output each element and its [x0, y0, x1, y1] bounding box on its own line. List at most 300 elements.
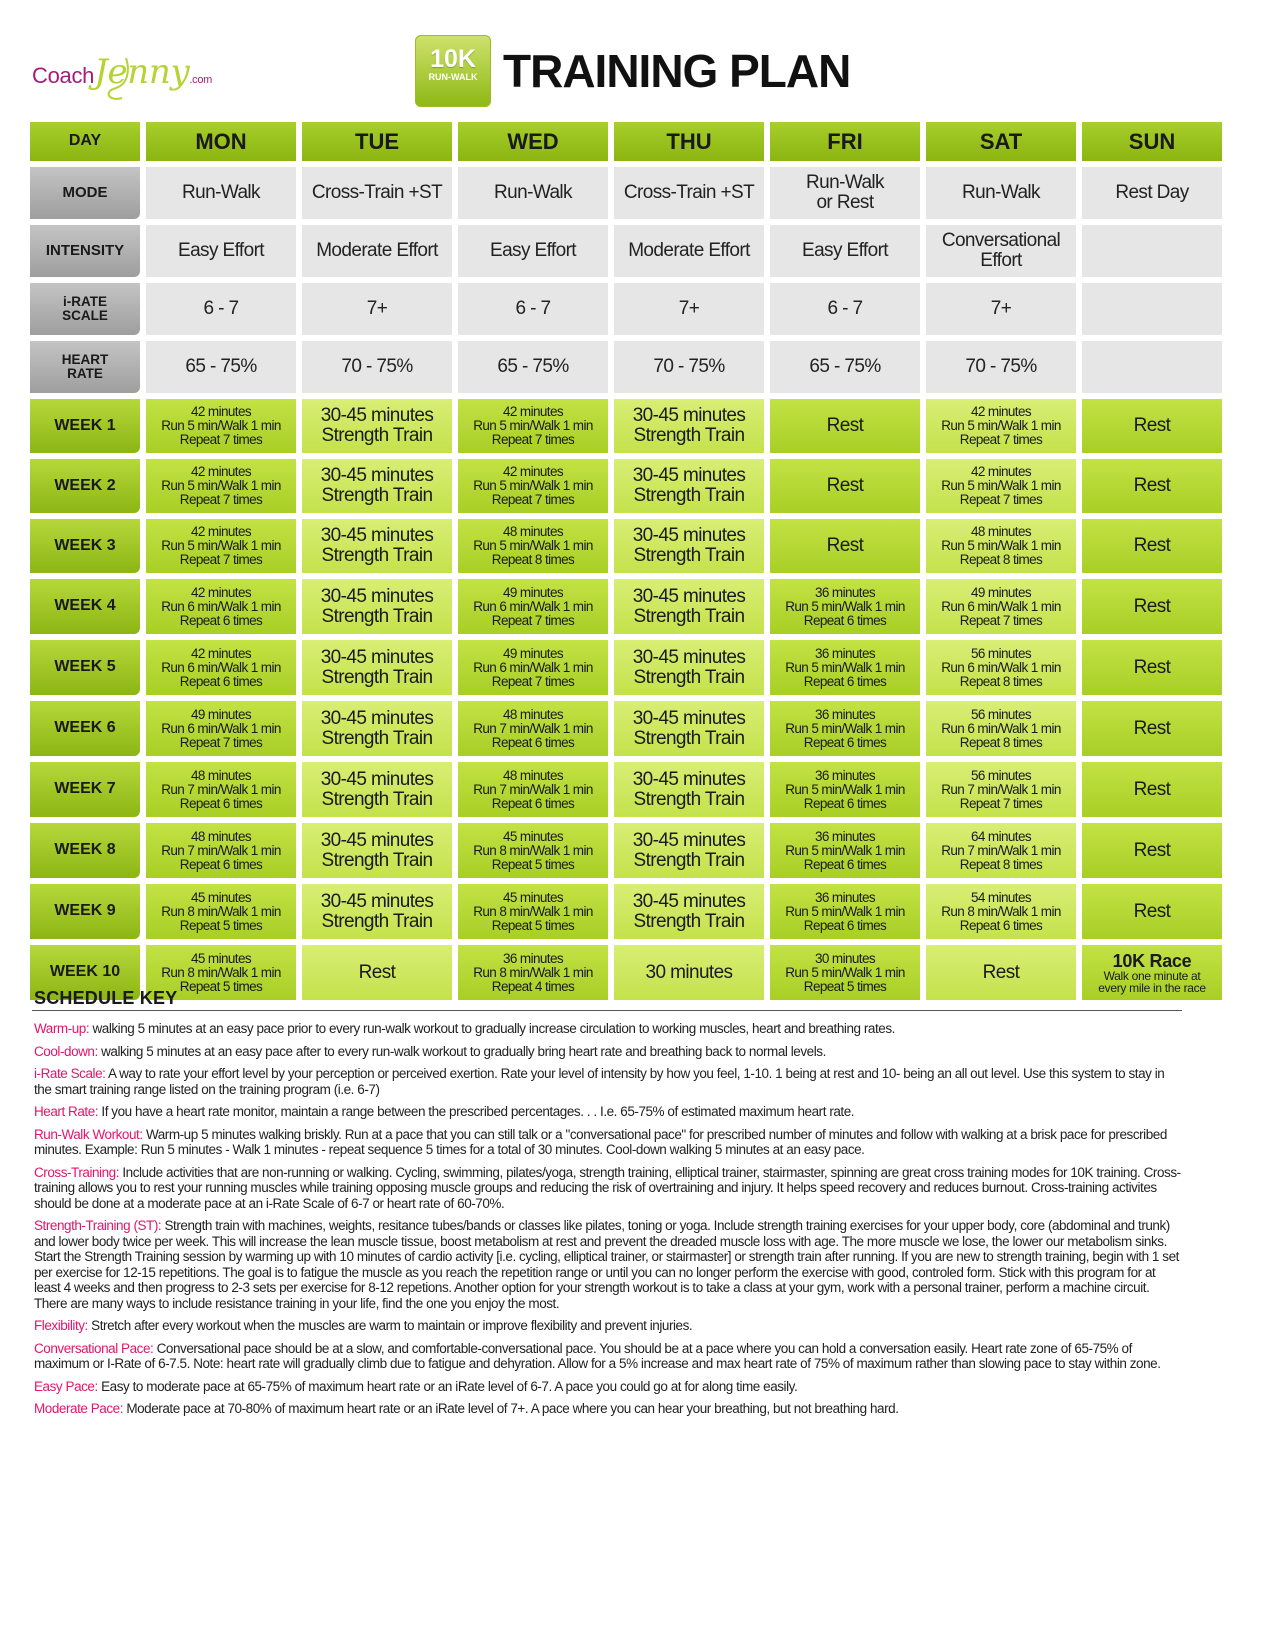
- workout-cell: [458, 701, 608, 756]
- cell-line: Repeat 5 times: [803, 978, 887, 994]
- day-thu-header: [614, 122, 764, 161]
- cell-line: 36 minutes: [814, 828, 876, 844]
- cell-line: Run 8 min/Walk 1 min: [161, 964, 281, 980]
- cell-line: Repeat 6 times: [179, 612, 263, 628]
- cell-line: Rest: [1133, 415, 1171, 436]
- cell-line: Strength Train: [633, 485, 745, 506]
- workout-cell: [926, 579, 1076, 634]
- info-cell: [146, 167, 296, 219]
- cell-line: Rest Day: [1115, 182, 1189, 204]
- key-term: Easy Pace:: [34, 1378, 98, 1394]
- key-item: [34, 1127, 1184, 1158]
- cell-line: WEEK 7: [54, 780, 116, 798]
- cell-line: 6 - 7: [515, 298, 551, 320]
- cell-line: Repeat 7 times: [959, 492, 1043, 507]
- workout-cell: [926, 399, 1076, 453]
- cell-line: Repeat 5 times: [179, 917, 263, 933]
- key-term: Cross-Training:: [34, 1164, 120, 1180]
- info-cell: [926, 341, 1076, 393]
- week-2-label: [30, 459, 140, 513]
- info-cell: [302, 283, 452, 335]
- workout-cell: [458, 459, 608, 513]
- workout-cell: [458, 884, 608, 939]
- cell-line: 30-45 minutes: [320, 829, 434, 851]
- cell-line: 42 minutes: [190, 524, 252, 539]
- cell-line: Repeat 8 times: [959, 673, 1043, 689]
- cell-line: Repeat 8 times: [959, 856, 1043, 872]
- cell-line: Repeat 7 times: [179, 432, 263, 447]
- cell-line: Repeat 6 times: [803, 917, 887, 933]
- cell-line: RATE: [67, 366, 103, 381]
- key-item: [34, 1341, 1184, 1372]
- cell-line: 49 minutes: [190, 706, 252, 722]
- key-description: Moderate pace at 70-80% of maximum heart rate or an iRate level of 7+. A pace where you can hear your breathing, but not breathing hard.: [123, 1401, 899, 1416]
- cell-line: Effort: [980, 250, 1022, 271]
- cell-line: Strength Train: [321, 727, 433, 749]
- workout-cell: [302, 762, 452, 817]
- day-mon-header: [146, 122, 296, 161]
- cell-line: Run 8 min/Walk 1 min: [473, 964, 593, 980]
- week-6-label: [30, 701, 140, 756]
- day-wed-header: [458, 122, 608, 161]
- cell-line: 70 - 75%: [965, 356, 1037, 378]
- cell-line: Run 6 min/Walk 1 min: [161, 720, 281, 736]
- info-cell: [926, 167, 1076, 219]
- cell-line: 48 minutes: [502, 706, 564, 722]
- cell-line: 48 minutes: [502, 767, 564, 783]
- workout-cell: [458, 762, 608, 817]
- cell-line: 30-45 minutes: [632, 646, 746, 668]
- cell-line: 30-45 minutes: [632, 585, 746, 607]
- cell-line: Moderate Effort: [316, 240, 438, 262]
- cell-line: Rest: [826, 415, 864, 436]
- cell-line: 56 minutes: [970, 767, 1032, 783]
- cell-line: 42 minutes: [190, 404, 252, 419]
- cell-line: Run 8 min/Walk 1 min: [161, 903, 281, 919]
- key-item: [34, 1218, 1184, 1311]
- key-item: [34, 1401, 1184, 1417]
- cell-line: Repeat 7 times: [959, 432, 1043, 447]
- cell-line: Strength Train: [321, 545, 433, 566]
- cell-line: 64 minutes: [970, 828, 1032, 844]
- cell-line: 45 minutes: [502, 828, 564, 844]
- workout-cell: [458, 399, 608, 453]
- info-cell: [458, 225, 608, 277]
- workout-cell: [1082, 884, 1222, 939]
- workout-cell: [926, 640, 1076, 695]
- key-description: Include activities that are non-running or walking. Cycling, swimming, pilates/yoga, strength training, elliptical trainer, stairmaster, spinning are great cross training modes for 10K training. Cross-training allows you to rest your running muscles while training opposing muscle groups and reducing the risk of overtraining and injury. It helps speed recovery and reduces burnout. Cross-training activites should be done at a moderate pace at an i-Rate Scale of 6-7 or heart rate of 60-70%.: [34, 1164, 1181, 1211]
- logo-mark-text: Jenny: [94, 52, 190, 92]
- key-description: Conversational pace should be at a slow, and comfortable-conversational pace. You should be at a pace where you can hold a conversation easily. Heart rate zone of 65-75% of maximum or I-Rate of 6-7.5. Note: heart rate will gradually climb due to fatigue and dehyration. Allow for a 5% increase and max heart rate of 75% of maximum rather than slowing pace to stay within zone.: [34, 1340, 1161, 1371]
- workout-cell: [770, 762, 920, 817]
- info-cell: [770, 225, 920, 277]
- week-1-label: [30, 399, 140, 453]
- workout-cell: [1082, 519, 1222, 573]
- cell-line: HEART: [61, 352, 109, 367]
- cell-line: Rest: [1133, 900, 1171, 922]
- cell-line: Repeat 7 times: [491, 432, 575, 447]
- cell-line: Repeat 6 times: [803, 795, 887, 811]
- cell-line: 30-45 minutes: [320, 707, 434, 729]
- week-8-label: [30, 823, 140, 878]
- cell-line: Repeat 7 times: [179, 734, 263, 750]
- key-description: A way to rate your effort level by your perception or perceived exertion. Rate your level of intensity by how you feel, 1-10. 1 being at rest and 10- being an all out level. Use this system to stay in the smart training range listed on the training program (i.e. 6-7): [34, 1066, 1165, 1097]
- cell-line: 30-45 minutes: [320, 405, 434, 426]
- info-cell: [1082, 283, 1222, 335]
- key-item: [34, 1044, 1184, 1060]
- cell-line: Easy Effort: [802, 240, 888, 262]
- cell-line: Repeat 7 times: [491, 673, 575, 689]
- key-description: Easy to moderate pace at 65-75% of maximum heart rate or an iRate level of 6-7. A pace you could go at for along time easily.: [97, 1378, 798, 1394]
- coachjenny-logo: [30, 40, 220, 110]
- cell-line: Repeat 6 times: [803, 734, 887, 750]
- workout-cell: [458, 823, 608, 878]
- cell-line: 49 minutes: [970, 584, 1032, 600]
- workout-cell: [614, 579, 764, 634]
- workout-cell: [146, 701, 296, 756]
- key-description: If you have a heart rate monitor, maintain a range between the prescribed percentages. . . I.e. 65-75% of estimated maximum heart rate.: [98, 1104, 855, 1119]
- cell-line: 36 minutes: [814, 706, 876, 722]
- key-term: Run-Walk Workout:: [34, 1126, 143, 1142]
- cell-line: Repeat 6 times: [803, 612, 887, 628]
- cell-line: SAT: [979, 128, 1023, 154]
- badge-small-text: RUN-WALK: [428, 72, 478, 82]
- info-cell: [146, 225, 296, 277]
- workout-cell: [614, 762, 764, 817]
- cell-line: WEEK 1: [54, 416, 116, 434]
- key-term: Moderate Pace:: [34, 1401, 124, 1416]
- cell-line: Conversational: [941, 230, 1061, 252]
- workout-cell: [146, 823, 296, 878]
- cell-line: 65 - 75%: [185, 356, 257, 378]
- workout-cell: [146, 579, 296, 634]
- workout-cell: [302, 823, 452, 878]
- cell-line: Run 8 min/Walk 1 min: [473, 903, 593, 919]
- cell-line: 7+: [990, 298, 1012, 320]
- workout-cell: [302, 884, 452, 939]
- cell-line: 30-45 minutes: [632, 707, 746, 729]
- cell-line: 45 minutes: [190, 889, 252, 905]
- cell-line: 30-45 minutes: [320, 465, 434, 486]
- cell-line: Run 6 min/Walk 1 min: [941, 720, 1061, 736]
- cell-line: Run 5 min/Walk 1 min: [785, 659, 905, 675]
- cell-line: 56 minutes: [970, 706, 1032, 722]
- week-3-label: [30, 519, 140, 573]
- info-cell: [302, 225, 452, 277]
- cell-line: 30-45 minutes: [632, 525, 746, 546]
- key-term: Heart Rate:: [34, 1104, 99, 1119]
- info-cell: [146, 283, 296, 335]
- workout-cell: [302, 519, 452, 573]
- cell-line: Rest: [1133, 656, 1171, 678]
- cell-line: 42 minutes: [190, 645, 252, 661]
- cell-line: WEEK 9: [54, 902, 116, 920]
- schedule-key-divider: [32, 1010, 1182, 1011]
- workout-cell: [146, 640, 296, 695]
- info-cell: [458, 341, 608, 393]
- cell-line: 7+: [678, 298, 700, 320]
- workout-cell: [770, 399, 920, 453]
- key-term: i-Rate Scale:: [34, 1066, 106, 1081]
- workout-cell: [770, 579, 920, 634]
- cell-line: 30-45 minutes: [632, 890, 746, 912]
- info-cell: [146, 341, 296, 393]
- workout-cell: [1082, 399, 1222, 453]
- cell-line: Strength Train: [633, 545, 745, 566]
- workout-cell: [770, 823, 920, 878]
- cell-line: Run 5 min/Walk 1 min: [785, 781, 905, 797]
- cell-line: Run 6 min/Walk 1 min: [941, 598, 1061, 614]
- cell-line: Run 5 min/Walk 1 min: [161, 538, 281, 553]
- workout-cell: [926, 823, 1076, 878]
- cell-line: Repeat 7 times: [491, 612, 575, 628]
- day-tue-header: [302, 122, 452, 161]
- workout-cell: [770, 519, 920, 573]
- cell-line: Run 7 min/Walk 1 min: [161, 842, 281, 858]
- workout-cell: [926, 519, 1076, 573]
- cell-line: Rest: [1133, 595, 1171, 617]
- cell-line: Repeat 6 times: [179, 856, 263, 872]
- cell-line: Strength Train: [321, 666, 433, 688]
- cell-line: 54 minutes: [970, 889, 1032, 905]
- cell-line: 56 minutes: [970, 645, 1032, 661]
- row-label-i-rate: [30, 283, 140, 335]
- cell-line: Repeat 7 times: [179, 492, 263, 507]
- cell-line: 6 - 7: [203, 298, 239, 320]
- cell-line: Run-Walk: [962, 182, 1040, 204]
- cell-line: 30-45 minutes: [632, 768, 746, 790]
- cell-line: 45 minutes: [502, 889, 564, 905]
- workout-cell: [614, 823, 764, 878]
- row-label-mode: [30, 167, 140, 219]
- cell-line: Rest: [358, 961, 396, 983]
- cell-line: 30-45 minutes: [320, 890, 434, 912]
- cell-line: 30-45 minutes: [320, 646, 434, 668]
- info-cell: [614, 283, 764, 335]
- cell-line: Repeat 5 times: [491, 917, 575, 933]
- workout-cell: [302, 640, 452, 695]
- workout-cell: [1082, 823, 1222, 878]
- workout-cell: [770, 884, 920, 939]
- cell-line: 30 minutes: [814, 950, 876, 966]
- key-item: [34, 1318, 1184, 1334]
- day-header: [30, 122, 140, 161]
- cell-line: 48 minutes: [970, 524, 1032, 539]
- cell-line: Run 5 min/Walk 1 min: [785, 598, 905, 614]
- week-4-label: [30, 579, 140, 634]
- key-description: walking 5 minutes at an easy pace prior to every run-walk workout to gradually increase circulation to working muscles, heart and breathing rates.: [89, 1021, 895, 1036]
- cell-line: 48 minutes: [190, 767, 252, 783]
- cell-line: 36 minutes: [814, 584, 876, 600]
- cell-line: Repeat 6 times: [491, 734, 575, 750]
- cell-line: Strength Train: [633, 605, 745, 627]
- workout-cell: [302, 701, 452, 756]
- day-sat-header: [926, 122, 1076, 161]
- info-cell: [458, 167, 608, 219]
- cell-line: Run-Walk: [182, 182, 260, 204]
- workout-cell: [770, 459, 920, 513]
- week-9-label: [30, 884, 140, 939]
- info-cell: [770, 167, 920, 219]
- cell-line: Run-Walk: [806, 172, 884, 194]
- cell-line: Strength Train: [633, 910, 745, 932]
- key-item: [34, 1165, 1184, 1212]
- cell-line: 65 - 75%: [497, 356, 569, 378]
- cell-line: Run 6 min/Walk 1 min: [161, 598, 281, 614]
- workout-cell: [146, 884, 296, 939]
- workout-cell: [458, 579, 608, 634]
- cell-line: Repeat 6 times: [179, 795, 263, 811]
- key-item: [34, 1066, 1184, 1097]
- cell-line: Run 5 min/Walk 1 min: [785, 964, 905, 980]
- badge-big-text: 10K: [430, 45, 476, 73]
- workout-cell: [770, 640, 920, 695]
- cell-line: Run 8 min/Walk 1 min: [473, 842, 593, 858]
- logo-suffix-text: .com: [189, 74, 213, 86]
- week-5-label: [30, 640, 140, 695]
- workout-cell: [146, 459, 296, 513]
- info-cell: [614, 341, 764, 393]
- cell-line: 36 minutes: [814, 645, 876, 661]
- cell-line: MODE: [62, 184, 108, 202]
- cell-line: Strength Train: [633, 425, 745, 446]
- cell-line: Run 5 min/Walk 1 min: [473, 418, 593, 433]
- workout-cell: [614, 640, 764, 695]
- cell-line: Strength Train: [321, 849, 433, 871]
- workout-cell: [1082, 762, 1222, 817]
- cell-line: WEEK 10: [49, 963, 121, 981]
- cell-line: Repeat 8 times: [959, 552, 1043, 567]
- cell-line: Rest: [1133, 535, 1171, 556]
- cell-line: 65 - 75%: [809, 356, 881, 378]
- info-cell: [770, 341, 920, 393]
- workout-cell: [302, 399, 452, 453]
- cell-line: 30-45 minutes: [320, 525, 434, 546]
- row-label-intensity: [30, 225, 140, 277]
- workout-cell: [614, 519, 764, 573]
- cell-line: 42 minutes: [502, 464, 564, 479]
- schedule-key-list: [34, 1021, 1184, 1424]
- cell-line: Strength Train: [633, 666, 745, 688]
- cell-line: Run 5 min/Walk 1 min: [785, 720, 905, 736]
- cell-line: Strength Train: [321, 605, 433, 627]
- cell-line: Run 7 min/Walk 1 min: [473, 720, 593, 736]
- workout-cell: [146, 519, 296, 573]
- cell-line: Rest: [1133, 839, 1171, 861]
- cell-line: 6 - 7: [827, 298, 863, 320]
- cell-line: Run 5 min/Walk 1 min: [941, 538, 1061, 553]
- race-title: 10K Race: [1112, 950, 1192, 971]
- cell-line: Run 5 min/Walk 1 min: [941, 418, 1061, 433]
- cell-line: Repeat 6 times: [803, 856, 887, 872]
- cell-line: 70 - 75%: [653, 356, 725, 378]
- key-description: Stretch after every workout when the muscles are warm to maintain or improve flexibility and prevent injuries.: [87, 1318, 693, 1333]
- cell-line: Repeat 6 times: [959, 917, 1043, 933]
- cell-line: Repeat 7 times: [491, 492, 575, 507]
- cell-line: MON: [195, 128, 247, 154]
- cell-line: Rest: [982, 961, 1020, 983]
- info-cell: [302, 341, 452, 393]
- workout-cell: [1082, 579, 1222, 634]
- cell-line: 70 - 75%: [341, 356, 413, 378]
- key-term: Cool-down:: [34, 1043, 98, 1059]
- cell-line: Repeat 5 times: [179, 978, 263, 994]
- cell-line: 48 minutes: [190, 828, 252, 844]
- info-cell: [458, 283, 608, 335]
- race-note: every mile in the race: [1098, 980, 1206, 995]
- cell-line: Repeat 7 times: [179, 552, 263, 567]
- info-cell: [926, 225, 1076, 277]
- cell-line: Strength Train: [321, 788, 433, 810]
- cell-line: Strength Train: [321, 485, 433, 506]
- workout-cell: [146, 399, 296, 453]
- key-term: Warm-up:: [34, 1021, 90, 1036]
- schedule-key-title: SCHEDULE KEY: [34, 988, 178, 1008]
- cell-line: 49 minutes: [502, 584, 564, 600]
- race-day-cell: [1082, 945, 1222, 1000]
- cell-line: Cross-Train +ST: [311, 182, 443, 204]
- cell-line: Repeat 4 times: [491, 978, 575, 994]
- cell-line: Run 7 min/Walk 1 min: [161, 781, 281, 797]
- cell-line: Run 5 min/Walk 1 min: [473, 478, 593, 493]
- cell-line: i-RATE: [63, 294, 107, 309]
- key-item: [34, 1021, 1184, 1037]
- cell-line: Run 7 min/Walk 1 min: [941, 842, 1061, 858]
- cell-line: Moderate Effort: [628, 240, 750, 262]
- workout-cell: [458, 640, 608, 695]
- workout-cell: [926, 459, 1076, 513]
- cell-line: 36 minutes: [814, 767, 876, 783]
- cell-line: WED: [507, 128, 559, 154]
- cell-line: Run 6 min/Walk 1 min: [941, 659, 1061, 675]
- workout-cell: [614, 884, 764, 939]
- info-cell: [614, 225, 764, 277]
- cell-line: 42 minutes: [502, 404, 564, 419]
- cell-line: Repeat 8 times: [959, 734, 1043, 750]
- key-term: Conversational Pace:: [34, 1340, 154, 1356]
- workout-cell: [302, 945, 452, 1000]
- cell-line: WEEK 6: [54, 719, 116, 737]
- cell-line: INTENSITY: [45, 242, 125, 260]
- workout-cell: [614, 459, 764, 513]
- key-item: [34, 1379, 1184, 1395]
- cell-line: Run 5 min/Walk 1 min: [941, 478, 1061, 493]
- cell-line: or Rest: [816, 192, 874, 213]
- info-cell: [302, 167, 452, 219]
- row-label-heart: [30, 341, 140, 393]
- cell-line: TUE: [355, 128, 399, 154]
- cell-line: Run 5 min/Walk 1 min: [473, 538, 593, 553]
- cell-line: Run 6 min/Walk 1 min: [161, 659, 281, 675]
- cell-line: 48 minutes: [502, 524, 564, 539]
- workout-cell: [458, 945, 608, 1000]
- cell-line: Rest: [1133, 475, 1171, 496]
- logo-main-text: Coach: [32, 63, 95, 88]
- workout-cell: [1082, 459, 1222, 513]
- week-7-label: [30, 762, 140, 817]
- cell-line: Easy Effort: [490, 240, 576, 262]
- workout-cell: [614, 399, 764, 453]
- cell-line: 42 minutes: [970, 404, 1032, 419]
- key-description: Strength train with machines, weights, resitance tubes/bands or classes like pilates, toning or yoga. Include strength training exercises for your upper body, core (abdominal and trunk) and lower body twice per week. This will increase the lean muscle tissue, boost metabolism at rest and prevent the dreaded muscle loss with age. The more muscle we lose, the lower our metabolism sinks. Start the Strength Training session by warming up with 10 minutes of cardio activity [i.e. cycling, elliptical trainer, or stairmaster] or strength train after running. If you are new to strength training, begin with 1 set per exercise for 12-15 repetitions. The goal is to fatigue the muscle as you reach the repetition range or until you can no longer perform the exercise with good, controled form. Stick with this program for at least 4 weeks and then progress to 2-3 sets per exercise for 8-12 repetions. Another option for your strength workout is to take a class at your gym, work with a personal trainer, perform a machine circuit. There are many ways to include resistance training in your life, find the one you enjoy the most.: [34, 1218, 1179, 1311]
- workout-cell: [926, 945, 1076, 1000]
- cell-line: Repeat 6 times: [179, 673, 263, 689]
- cell-line: Run-Walk: [494, 182, 572, 204]
- cell-line: SCALE: [62, 308, 108, 323]
- cell-line: 7+: [366, 298, 388, 320]
- key-term: Flexibility:: [34, 1318, 88, 1333]
- training-plan-table: [30, 122, 1246, 1027]
